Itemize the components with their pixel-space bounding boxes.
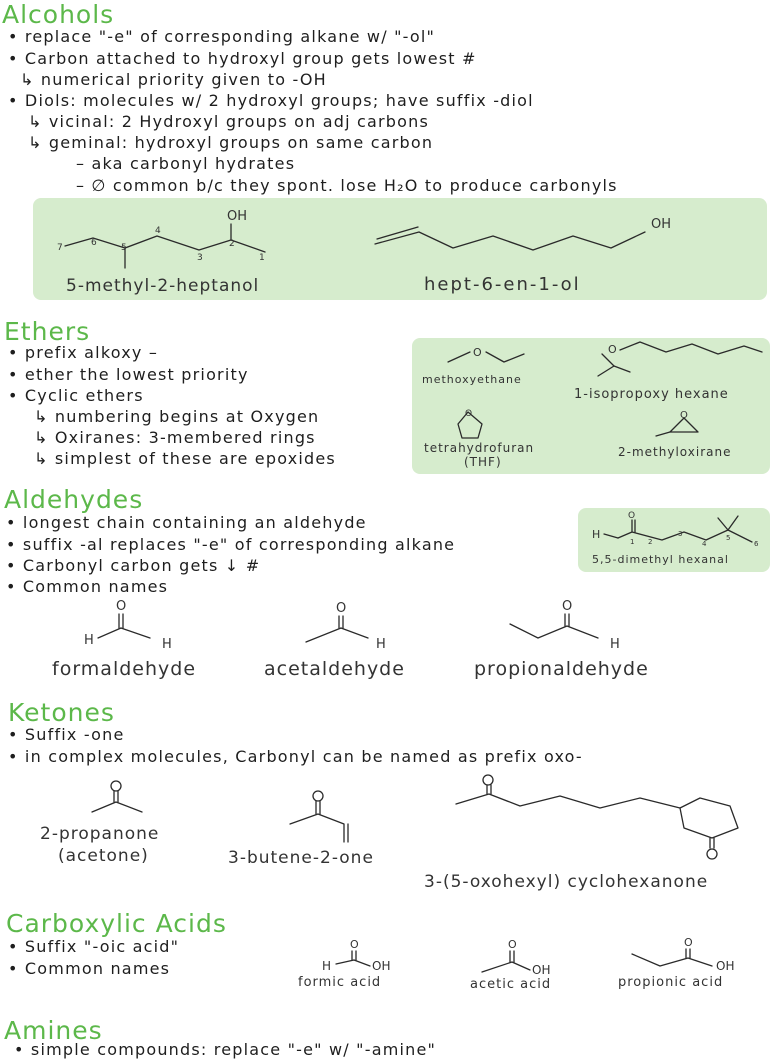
ethers-line-2: • ether the lowest priority (8, 365, 249, 384)
svg-text:3: 3 (678, 530, 683, 538)
alcohol-oh-label: OH (227, 209, 248, 224)
3-5-oxohexyl-cyclohexanone-label: 3-(5-oxohexyl) cyclohexanone (424, 872, 709, 892)
svg-text:1: 1 (630, 538, 635, 546)
alcohols-line-2: • Carbon attached to hydroxyl group gets lowest # (8, 49, 477, 68)
svg-text:4: 4 (702, 540, 707, 548)
svg-text:O: O (508, 938, 517, 951)
propionaldehyde-label: propionaldehyde (474, 658, 649, 680)
svg-text:OH: OH (372, 959, 391, 973)
alcohols-heading: Alcohols (2, 0, 115, 29)
svg-text:O: O (684, 936, 693, 949)
alcohols-line-7: – aka carbonyl hydrates (76, 154, 296, 173)
svg-text:O: O (336, 601, 347, 616)
aldehydes-line-2: • suffix -al replaces "-e" of corresponding alkane (6, 535, 456, 554)
svg-text:OH: OH (532, 963, 551, 977)
propionic-acid-label: propionic acid (618, 975, 724, 990)
svg-text:O: O (608, 343, 617, 356)
alcohols-line-8: – ∅ common b/c they spont. lose H₂O to produce carbonyls (76, 176, 618, 195)
ethers-line-1: • prefix alkoxy – (8, 343, 159, 362)
3-butene-2-one-label: 3-butene-2-one (228, 848, 374, 868)
svg-text:H: H (84, 633, 94, 648)
2-methyloxirane-label: 2-methyloxirane (618, 445, 732, 459)
svg-text:O: O (350, 938, 359, 951)
svg-text:6: 6 (91, 238, 97, 248)
svg-text:H: H (376, 637, 386, 652)
svg-text:5: 5 (121, 243, 127, 253)
ethers-line-3: • Cyclic ethers (8, 386, 144, 405)
svg-text:3: 3 (197, 253, 203, 263)
svg-text:O: O (680, 410, 688, 421)
aldehydes-example-box (578, 508, 770, 572)
acetic-acid-label: acetic acid (470, 977, 552, 992)
aldehydes-line-1: • longest chain containing an aldehyde (6, 513, 367, 532)
svg-text:H: H (322, 959, 332, 973)
svg-text:1: 1 (259, 253, 265, 263)
hept-6-en-1-ol-label: hept-6-en-1-ol (424, 274, 581, 295)
ethers-line-6: ↳ simplest of these are epoxides (34, 449, 336, 468)
1-isopropoxy-hexane-label: 1-isopropoxy hexane (574, 387, 729, 402)
alcohols-line-4: • Diols: molecules w/ 2 hydroxyl groups; have suffix -diol (8, 91, 534, 110)
svg-text:O: O (473, 346, 482, 359)
svg-text:OH: OH (716, 959, 735, 973)
acetone-label: (acetone) (58, 846, 149, 866)
ketones-line-1: • Suffix -one (8, 725, 125, 744)
ketones-line-2: • in complex molecules, Carbonyl can be named as prefix oxo- (8, 747, 583, 766)
ethers-heading: Ethers (4, 317, 91, 346)
alcohols-line-3: ↳ numerical priority given to -OH (20, 70, 327, 89)
aldehydes-heading: Aldehydes (4, 485, 144, 514)
thf-label: (THF) (464, 455, 502, 469)
methoxyethane-label: methoxyethane (422, 373, 522, 386)
svg-text:O: O (116, 599, 127, 614)
svg-text:OH: OH (651, 217, 672, 232)
carboxylic-acids-heading: Carboxylic Acids (6, 909, 227, 938)
svg-text:2: 2 (648, 538, 653, 546)
svg-text:2: 2 (229, 239, 235, 249)
2-propanone-label: 2-propanone (40, 824, 160, 844)
svg-text:O: O (562, 599, 573, 614)
aldehydes-line-4: • Common names (6, 577, 169, 596)
svg-text:5: 5 (726, 534, 731, 542)
carboxylic-acids-line-1: • Suffix "-oic acid" (8, 937, 180, 956)
svg-text:6: 6 (754, 540, 759, 548)
ethers-line-4: ↳ numbering begins at Oxygen (34, 407, 320, 426)
5-methyl-2-heptanol-label: 5-methyl-2-heptanol (66, 276, 260, 296)
svg-text:7: 7 (57, 243, 63, 253)
formic-acid-label: formic acid (298, 975, 382, 990)
svg-text:O: O (628, 511, 636, 521)
carbonyl-oxygen-icon (111, 781, 121, 791)
5-5-dimethylhexanal-label: 5,5-dimethyl hexanal (592, 553, 729, 566)
svg-text:4: 4 (155, 226, 161, 236)
amines-line-1: • simple compounds: replace "-e" w/ "-amine" (14, 1040, 437, 1059)
amines-heading: Amines (4, 1016, 103, 1045)
ketones-heading: Ketones (8, 698, 115, 727)
tetrahydrofuran-label: tetrahydrofuran (424, 441, 535, 455)
alcohols-line-6: ↳ geminal: hydroxyl groups on same carbon (28, 133, 434, 152)
carboxylic-acids-line-2: • Common names (8, 959, 171, 978)
svg-text:H: H (162, 637, 172, 652)
svg-text:H: H (610, 637, 620, 652)
alcohols-line-5: ↳ vicinal: 2 Hydroxyl groups on adj carbons (28, 112, 430, 131)
formaldehyde-label: formaldehyde (52, 658, 197, 680)
acetaldehyde-label: acetaldehyde (264, 658, 405, 680)
ethers-line-5: ↳ Oxiranes: 3-membered rings (34, 428, 316, 447)
ethers-example-box (412, 338, 770, 474)
svg-text:O: O (465, 409, 473, 419)
svg-text:H: H (592, 528, 601, 541)
aldehydes-line-3: • Carbonyl carbon gets ↓ # (6, 556, 261, 575)
alcohols-line-1: • replace "-e" of corresponding alkane w/ "-ol" (8, 27, 436, 46)
